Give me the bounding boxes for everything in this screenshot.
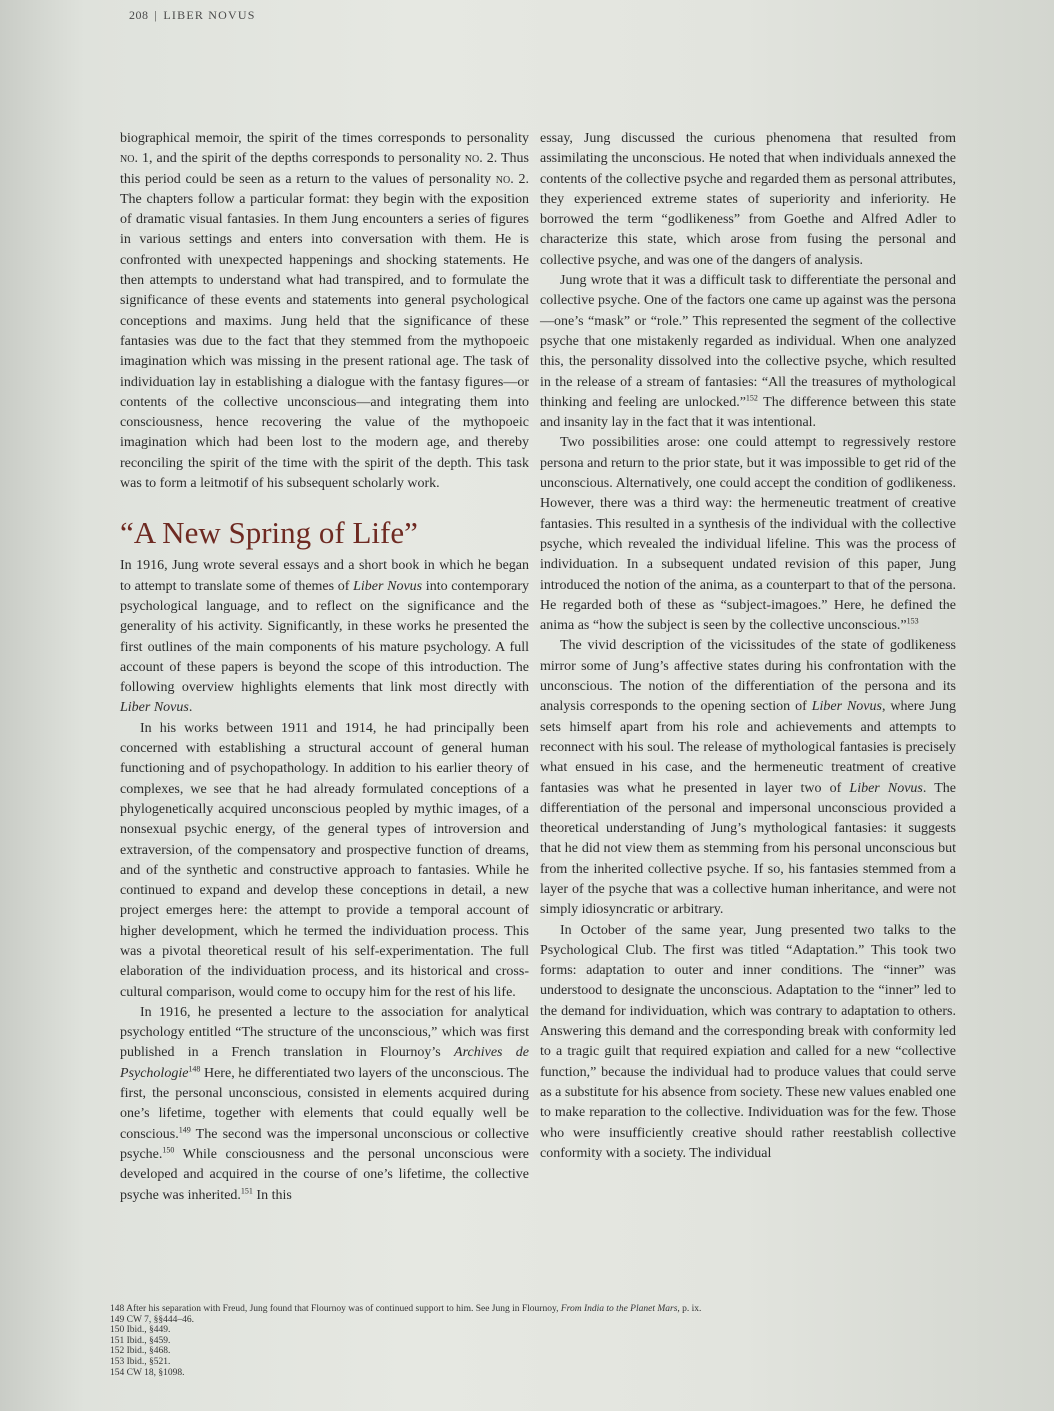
footnote-150: 150 Ibid., §449. [110,1325,171,1336]
text-run: into contemporary psychological language, and to reflect on the significance and the generality of his activity. Significantly, in these works he presented the first outlines of the main components of his mature psychology. A full account of these papers is beyond the scope of this introduction. The following overview highlights elements that link most directly with [120,578,529,696]
footnote-148 [110,1304,930,1315]
footnote-153: 153 Ibid., §521. [110,1356,171,1367]
footnote-ref-151[interactable]: 151 [240,1185,253,1195]
text-run: Jung wrote that it was a difficult task to differentiate the personal and collective psyche. One of the factors one came up against was the persona—one’s “mask” or “role.” This represented the segment of the collective psyche that one mistakenly regarded as individual. When one analyzed this, the personality dissolved into the collective psyche, which resulted in the release of a stream of fantasies: “All the treasures of mythological thinking and feeling are unlocked.” [540,273,956,410]
left-paragraph-3: In his works between 1911 and 1914, he had principally been concerned with establishing a structural account of general human functioning and of psychopathology. In addition to his earlier theory of complexes, we see that he had already formulated conceptions of a phylogenetically acquired unconscious peopled by mythic images, of a nonsexual psychic energy, of the general types of introversion and extraversion, of the compensatory and prospective function of dreams, and of the synthetic and constructive approach to fantasies. While he continued to expand and develop these conceptions in detail, a new project emerges here: the attempt to provide a temporal account of higher development, which he termed the individuation process. This was a pivotal theoretical result of his self-experimentation. The full elaboration of the individuation process, and its historical and cross-cultural comparison, would come to occupy him for the rest of his life. [120,720,529,1000]
text-run: 148 After his separation with Freud, Jung found that Flournoy was of continued support to him. See Jung in Flournoy, [110,1304,561,1314]
right-paragraph-3 [540,433,956,636]
text-run: . Thus this period could be seen as a return to the values of personality [120,151,529,187]
left-paragraph-2 [120,556,529,718]
personality-no2: no. 2 [464,151,494,167]
journal-title: Archives de Psychologie [120,1045,529,1081]
footnote-149: 149 CW 7, §§444–46. [110,1314,195,1325]
page-number: 208 [129,8,149,22]
left-paragraph-4 [120,1003,529,1206]
right-paragraph-5: In October of the same year, Jung presented two talks to the Psychological Club. The first was titled “Adaptation.” This took two forms: adaptation to outer and inner conditions. The “inner” was understood to designate the unconscious. Adaptation to the “inner” led to the demand for individuation, which was contrary to adaptation to others. Answering this demand and the corresponding break with conformity led to a tragic guilt that required expiation and called for a new “collective function,” because the individual had to produce values that could serve as a substitute for his absence from society. These new values enabled one to make reparation to the collective. Individuation was for the few. Those who were insufficiently creative should rather reestablish collective conformity with a society. The individual [540,922,956,1161]
text-run: In 1916, he presented a lecture to the association for analytical psychology entitled “The structure of the unconscious,” which was first published in a French translation in Flournoy’s [120,1004,529,1061]
personality-no2-repeat: no. 2 [495,171,526,187]
right-paragraph-4 [540,636,956,920]
text-run: biographical memoir, the spirit of the times corresponds to personality [120,131,529,146]
book-title: Liber Novus [353,578,423,594]
footnote-154: 154 CW 18, §1098. [110,1367,185,1378]
text-run: The difference between this state and insanity lay in the fact that it was intentional. [540,394,956,431]
footnote-152: 152 Ibid., §468. [110,1346,171,1357]
text-run: . The differentiation of the personal and impersonal unconscious provided a theoretical understanding of Jung’s mythological fantasies: it suggests that he did not view them as stemming from his personal unconscious but from the inherited collective psyche. If so, his fantasies stemmed from a layer of the psyche that was a collective human inheritance, and were not simply idiosyncratic or arbitrary. [540,780,957,918]
text-run: The second was the impersonal unconscious or collective psyche. [120,1126,529,1162]
text-run: , p. ix. [677,1304,702,1314]
header-separator: | [154,8,158,22]
footnote-ref-149[interactable]: 149 [178,1125,191,1134]
text-run: The vivid description of the vicissitudes of the state of godlikeness mirror some of Jung’s affective states during his confrontation with the unconscious. The notion of the differentiation of the persona and its analysis corresponds to the opening section of [540,638,956,715]
text-run: . [188,700,193,716]
text-run: , and the spirit of the depths corresponds to personality [148,151,465,167]
footnote-ref-150[interactable]: 150 [162,1145,175,1155]
personality-no1: no. 1 [120,151,149,167]
section-heading: “A New Spring of Life” [120,515,418,551]
footnote-ref-153[interactable]: 153 [906,616,919,626]
footnotes [110,1304,930,1378]
text-run: . The chapters follow a particular format: they begin with the exposition of dramatic visual fantasies. In them Jung encounters a series of figures in various settings and enters into conversation with them. He is confronted with unexpected happenings and shocking statements. He then attempts to understand what had transpired, and to formulate the significance of these events and statements into general psychological conceptions and maxims. Jung held that the significance of these fantasies was due to the fact that they stemmed from the mythopoeic imagination which was missing in the present rational age. The task of individuation lay in establishing a dialogue with the fantasy figures—or contents of the collective unconscious—and integrating them into consciousness, hence recovering the value of the mythopoeic imagination which had been lost to the modern age, and thereby reconciling the spirit of the time with the spirit of the depth. This task was to form a leitmotif of his subsequent scholarly work. [120,171,529,492]
running-title: LIBER NOVUS [163,8,256,22]
right-column [540,129,956,1164]
book-title: From India to the Planet Mars [560,1304,678,1314]
left-paragraph-1 [120,129,529,494]
book-title: Liber Novus [849,780,923,796]
text-run: While consciousness and the personal unconscious were developed and acquired in the course of one’s lifetime, the collective psyche was inherited. [120,1146,529,1203]
footnote-151: 151 Ibid., §459. [110,1335,171,1346]
right-paragraph-1: essay, Jung discussed the curious phenomena that resulted from assimilating the unconscious. He noted that when individuals annexed the contents of the collective psyche and regarded them as personal attributes, they experienced extreme states of superiority and inferiority. He borrowed the term “godlikeness” from Goethe and Alfred Adler to characterize this state, which arose from fusing the personal and collective psyche, and was one of the dangers of analysis. [540,131,956,268]
text-run: Here, he differentiated two layers of the unconscious. The first, the personal unconscious, consisted in elements acquired during one’s lifetime, together with elements that could equally well be conscious. [120,1065,529,1142]
book-title: Liber Novus [811,699,882,715]
text-run: In this [252,1187,292,1203]
left-column [120,129,529,1206]
text-run: , where Jung sets himself apart from his role and achievements and attempts to reconnect with his soul. The release of mythological fantasies is precisely what ensued in his case, and the hermeneutic treatment of creative fantasies was what he presented in layer two of [540,699,956,796]
footnote-ref-152[interactable]: 152 [745,393,758,403]
right-paragraph-2 [540,271,956,433]
running-head [129,8,256,23]
book-title: Liber Novus [120,700,189,716]
text-run: In 1916, Jung wrote several essays and a short book in which he began to attempt to translate some of themes of [120,558,529,594]
footnote-ref-148[interactable]: 148 [188,1064,201,1074]
text-run: Two possibilities arose: one could attempt to regressively restore persona and return to the prior state, but it was impossible to get rid of the unconscious. Alternatively, one could accept the condition of godlikeness. However, there was a third way: the hermeneutic treatment of creative fantasies. This resulted in a synthesis of the individual with the collective psyche, which revealed the individual lifeline. This was the process of individuation. In a subsequent undated revision of this paper, Jung introduced the notion of the anima, as a counterpart to that of the persona. He regarded both of these as “subject-imagoes.” Here, he defined the anima as “how the subject is seen by the collective unconscious.” [540,435,956,634]
